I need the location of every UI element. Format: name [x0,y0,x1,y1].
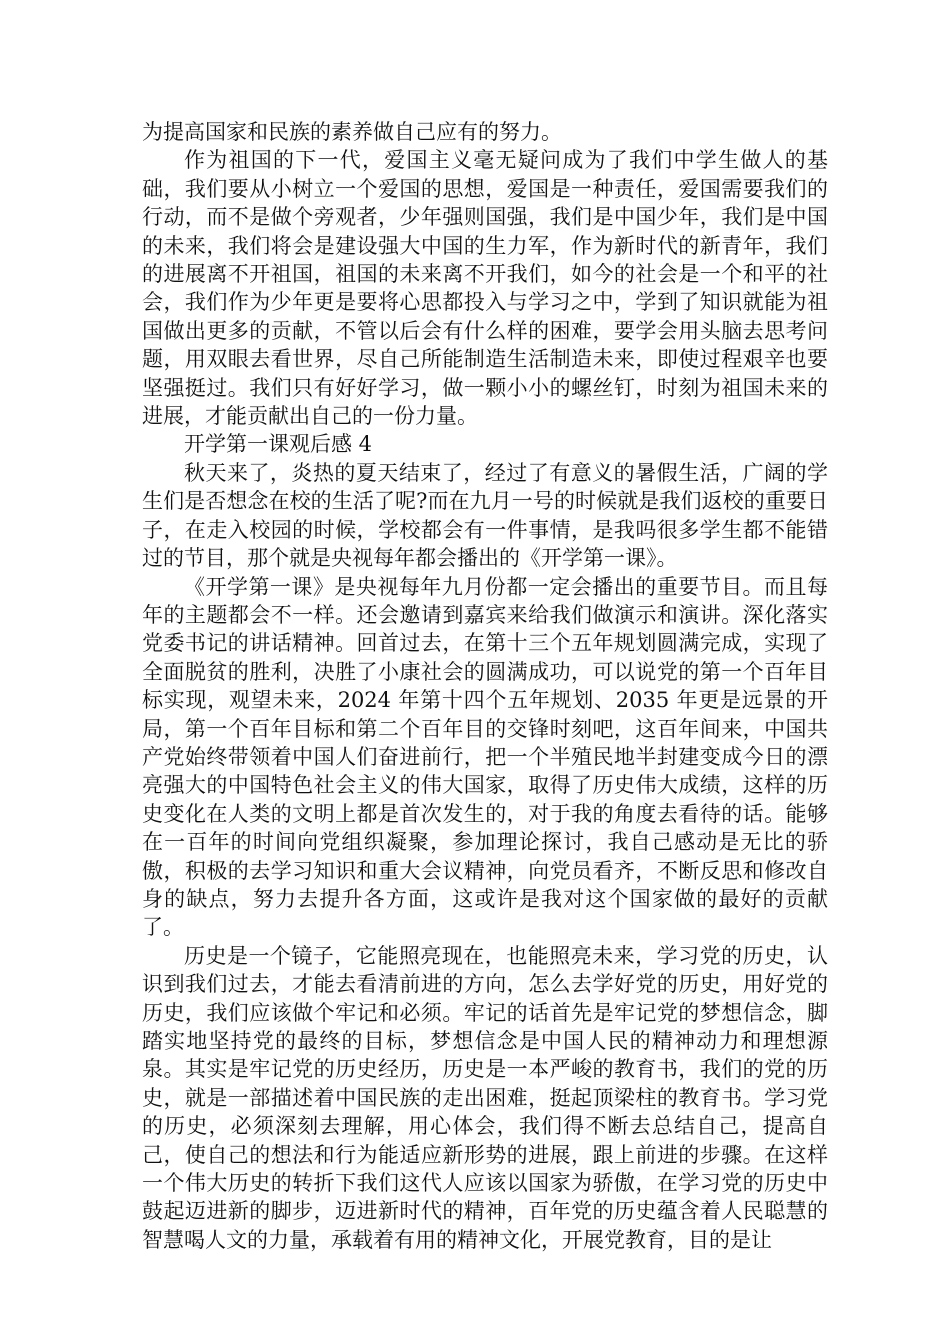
paragraph-patriotism: 作为祖国的下一代，爱国主义毫无疑问成为了我们中学生做人的基础，我们要从小树立一个爱国的思想，爱国是一种责任，爱国需要我们的行动，而不是做个旁观者，少年强则国强，我们是中国少年，我们是中国的未来，我们将会是建设强大中国的生力军，作为新时代的新青年，我们的进展离不开祖国，祖国的未来离不开我们，如今的社会是一个和平的社会，我们作为少年更是要将心思都投入与学习之中，学到了知识就能为祖国做出更多的贡献，不管以后会有什么样的困难，要学会用头脑去思考问题，用双眼去看世界，尽自己所能制造生活制造未来，即使过程艰辛也要坚强挺过。我们只有好好学习，做一颗小小的螺丝钉，时刻为祖国未来的进展，才能贡献出自己的一份力量。 [142,148,828,429]
paragraph-continuation: 为提高国家和民族的素养做自己应有的努力。 [142,120,562,144]
section-heading: 开学第一课观后感 4 [184,432,373,457]
paragraph-history-mirror: 历史是一个镜子，它能照亮现在，也能照亮未来，学习党的历史，认识到我们过去，才能去看清前进的方向，怎么去学好党的历史，用好党的历史，我们应该做个牢记和必须。牢记的话首先是牢记党的梦想信念，脚踏实地坚持党的最终的目标，梦想信念是中国人民的精神动力和理想源泉。其实是牢记党的历史经历，历史是一本严峻的教育书，我们的党的历史，就是一部描述着中国民族的走出困难，挺起顶梁柱的教育书。学习党的历史，必须深刻去理解，用心体会，我们得不断去总结自己，提高自己，使自己的想法和行为能适应新形势的进展，跟上前进的步骤。在这样一个伟大历史的转折下我们这代人应该以国家为骄傲，在学习党的历史中鼓起迈进新的脚步，迈进新时代的精神，百年党的历史蕴含着人民聪慧的智慧喝人文的力量，承载着有用的精神文化，开展党教育，目的是让 [142,943,828,1252]
document-body [142,118,828,1254]
paragraph-first-lesson: 《开学第一课》是央视每年九月份都一定会播出的重要节目。而且每年的主题都会不一样。还会邀请到嘉宾来给我们做演示和演讲。深化落实党委书记的讲话精神。回首过去，在第十三个五年规划圆满完成，实现了全面脱贫的胜利，决胜了小康社会的圆满成功，可以说党的第一个百年目标实现，观望未来，2024 年第十四个五年规划、2035 年更是远景的开局，第一个百年目标和第二个百年目的交锋时刻吧，这百年间来，中国共产党始终带领着中国人们奋进前行，把一个半殖民地半封建变成今日的漂亮强大的中国特色社会主义的伟大国家，取得了历史伟大成绩，这样的历史变化在人类的文明上都是首次发生的，对于我的角度去看待的话。能够在一百年的时间向党组织凝聚，参加理论探讨，我自己感动是无比的骄傲，积极的去学习知识和重大会议精神，向党员看齐，不断反思和修改自身的缺点，努力去提升各方面，这或许是我对这个国家做的最好的贡献了。 [142,574,828,940]
paragraph-autumn: 秋天来了，炎热的夏天结束了，经过了有意义的暑假生活，广阔的学生们是否想念在校的生活了呢?而在九月一号的时候就是我们返校的重要日子，在走入校园的时候，学校都会有一件事情，是我吗很多学生都不能错过的节目，那个就是央视每年都会播出的《开学第一课》。 [142,460,828,571]
